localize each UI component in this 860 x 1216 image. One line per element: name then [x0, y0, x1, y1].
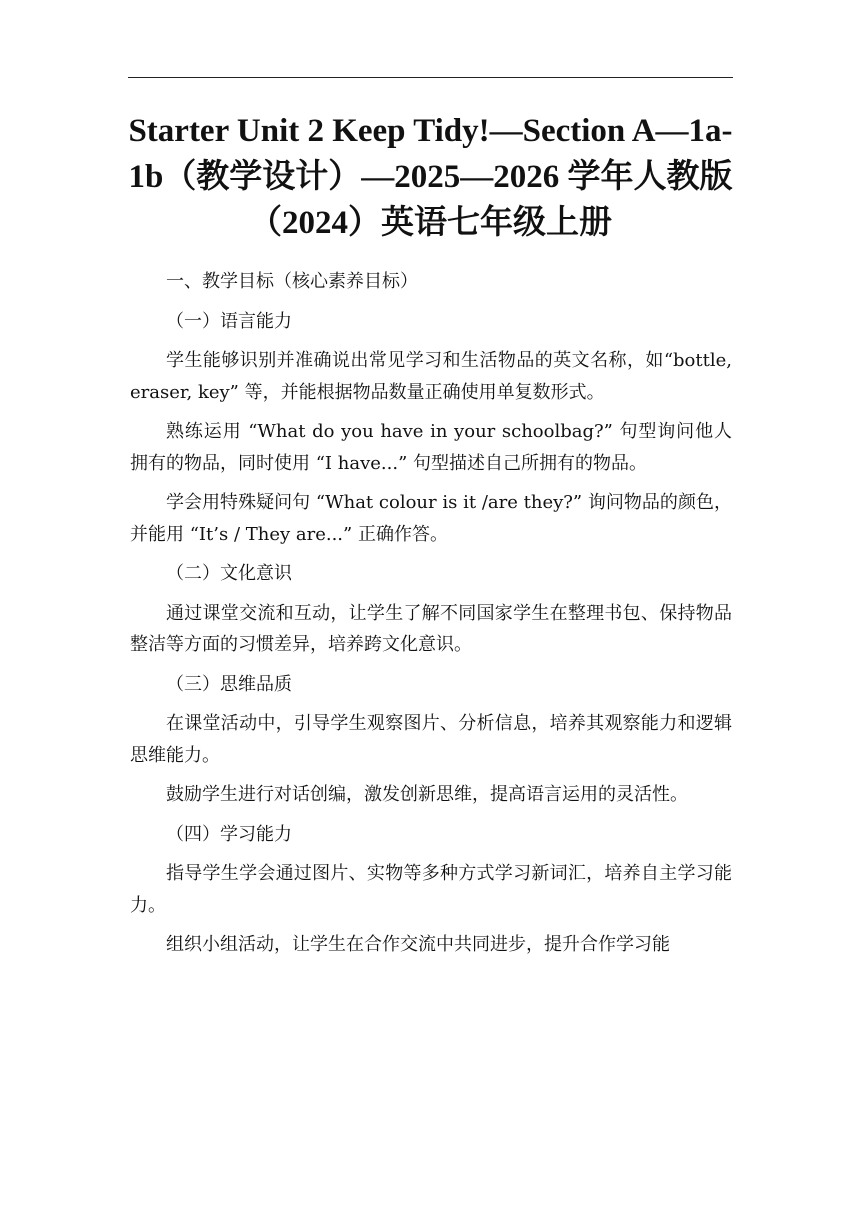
section-heading-objectives: 一、教学目标（核心素养目标） — [166, 271, 418, 292]
paragraph: 在课堂活动中，引导学生观察图片、分析信息，培养其观察能力和逻辑思维能力。 — [130, 713, 732, 766]
paragraph: 组织小组活动，让学生在合作交流中共同进步，提升合作学习能 — [166, 934, 670, 955]
document-body — [130, 266, 732, 961]
paragraph: 鼓励学生进行对话创编，激发创新思维，提高语言运用的灵活性。 — [166, 784, 688, 805]
subheading-thinking-quality: （三）思维品质 — [166, 673, 292, 695]
paragraph: 指导学生学会通过图片、实物等多种方式学习新词汇，培养自主学习能力。 — [130, 863, 732, 916]
subheading-cultural-awareness: （二）文化意识 — [166, 563, 292, 584]
paragraph: 学生能够识别并准确说出常见学习和生活物品的英文名称，如“bottle, eraser, key” 等，并能根据物品数量正确使用单复数形式。 — [130, 350, 732, 403]
paragraph: 通过课堂交流和互动，让学生了解不同国家学生在整理书包、保持物品整洁等方面的习惯差异，培养跨文化意识。 — [130, 602, 732, 655]
paragraph: 学会用特殊疑问句 “What colour is it /are they?” 询问物品的颜色，并能用 “It’s / They are...” 正确作答。 — [130, 492, 732, 545]
header-rule — [128, 77, 733, 78]
subheading-learning-ability: （四）学习能力 — [166, 823, 292, 845]
paragraph: 熟练运用 “What do you have in your schoolbag?” 句型询问他人拥有的物品，同时使用 “I have...” 句型描述自己所拥有的物品。 — [130, 421, 732, 474]
document-title: Starter Unit 2 Keep Tidy!—Section A—1a-1b（教学设计）—2025—2026 学年人教版（2024）英语七年级上册 — [128, 113, 733, 241]
subheading-language-ability: （一）语言能力 — [166, 310, 292, 332]
